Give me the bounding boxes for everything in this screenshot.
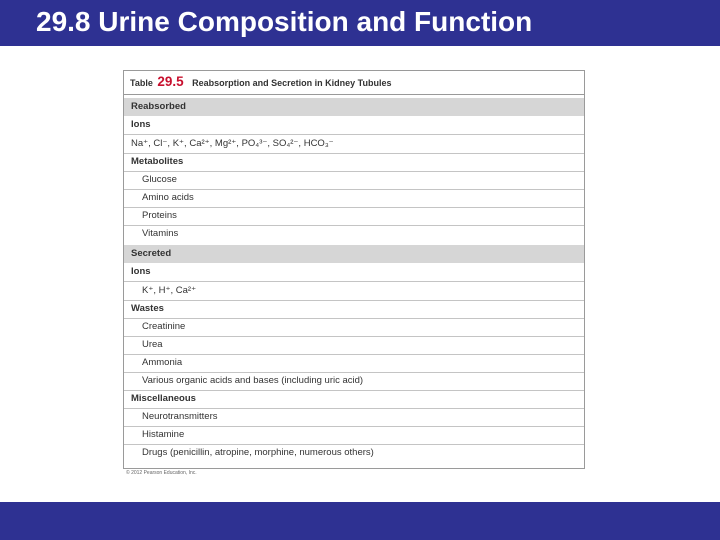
row-item: Various organic acids and bases (including uric acid) bbox=[142, 375, 364, 386]
table-row bbox=[124, 189, 584, 207]
ions-list: K⁺, H⁺, Ca²⁺ bbox=[142, 285, 197, 296]
table-row bbox=[124, 153, 584, 171]
row-label: Metabolites bbox=[131, 156, 184, 167]
row-label: Ions bbox=[131, 119, 151, 130]
table-row bbox=[124, 354, 584, 372]
section-heading: Reabsorbed bbox=[131, 101, 186, 112]
table-29-5 bbox=[123, 70, 585, 469]
row-item: Ammonia bbox=[142, 357, 183, 368]
table-row bbox=[124, 282, 584, 300]
table-row bbox=[124, 171, 584, 189]
table-row bbox=[124, 225, 584, 243]
ions-list: Na⁺, Cl⁻, K⁺, Ca²⁺, Mg²⁺, PO₄³⁻, SO₄²⁻, HCO₃⁻ bbox=[131, 138, 334, 149]
table-row bbox=[124, 318, 584, 336]
slide-title: 29.8 Urine Composition and Function bbox=[36, 6, 533, 37]
table-row bbox=[124, 336, 584, 354]
table-number: 29.5 bbox=[157, 74, 184, 89]
table-row bbox=[124, 444, 584, 462]
row-item: Histamine bbox=[142, 429, 185, 440]
section-reabsorbed bbox=[124, 98, 584, 116]
footer-bar bbox=[0, 502, 720, 540]
row-label: Miscellaneous bbox=[131, 393, 196, 404]
table-row bbox=[124, 207, 584, 225]
table-label: Table bbox=[130, 78, 153, 88]
row-item: Proteins bbox=[142, 210, 177, 221]
row-item: Neurotransmitters bbox=[142, 411, 218, 422]
table-row bbox=[124, 390, 584, 408]
row-item: Urea bbox=[142, 339, 163, 350]
table-row bbox=[124, 135, 584, 153]
caption-divider bbox=[124, 94, 584, 95]
row-item: Amino acids bbox=[142, 192, 194, 203]
row-label: Ions bbox=[131, 266, 151, 277]
table-caption bbox=[130, 74, 392, 89]
table-row bbox=[124, 372, 584, 390]
section-secreted bbox=[124, 245, 584, 263]
table-caption-text: Reabsorption and Secretion in Kidney Tubules bbox=[192, 78, 392, 88]
section-heading: Secreted bbox=[131, 248, 172, 259]
table-row bbox=[124, 116, 584, 134]
row-item: Drugs (penicillin, atropine, morphine, numerous others) bbox=[142, 447, 374, 458]
row-item: Vitamins bbox=[142, 228, 179, 239]
table-row bbox=[124, 300, 584, 318]
title-bar bbox=[0, 0, 720, 46]
table-row bbox=[124, 426, 584, 444]
row-label: Wastes bbox=[131, 303, 164, 314]
table-row bbox=[124, 408, 584, 426]
copyright-notice: © 2012 Pearson Education, Inc. bbox=[126, 470, 197, 476]
row-item: Creatinine bbox=[142, 321, 186, 332]
row-item: Glucose bbox=[142, 174, 177, 185]
table-row bbox=[124, 263, 584, 281]
